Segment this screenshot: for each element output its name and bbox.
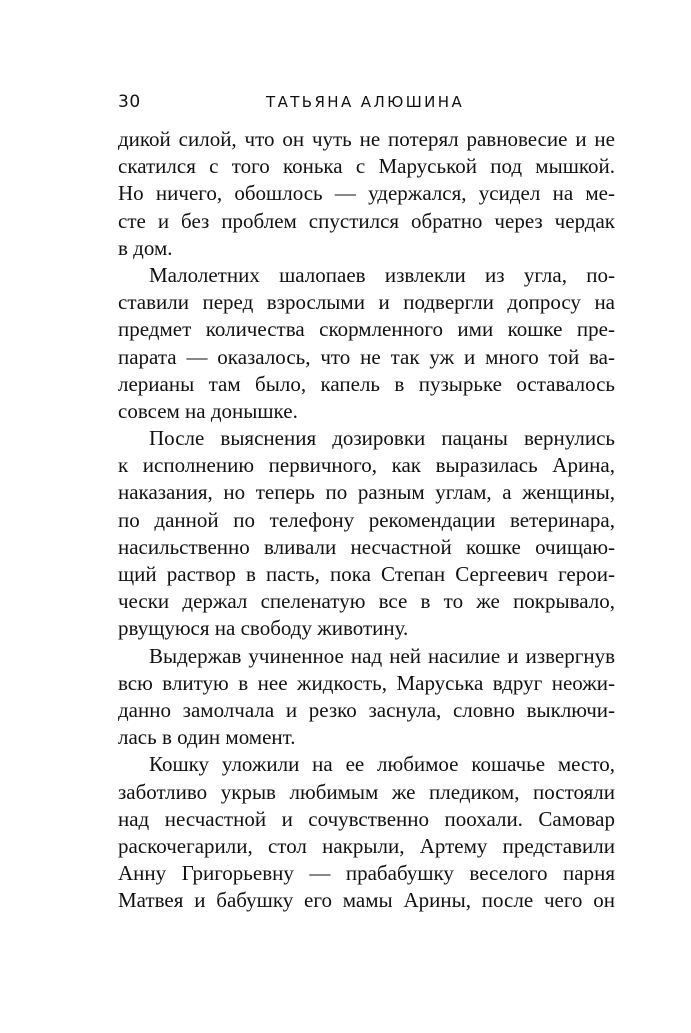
text-line: совсем на донышке. — [118, 398, 298, 423]
text-line: заботливо укрыв любимым же пледиком, постояли — [118, 779, 615, 804]
page-number: 30 — [118, 92, 141, 112]
text-line: насильственно вливали несчастной кошке очищаю- — [118, 534, 615, 559]
page-header — [118, 84, 615, 118]
text-line: После выяснения дозировки пацаны вернулись — [149, 426, 615, 451]
text-line: щий раствор в пасть, пока Степан Сергеевич герои- — [118, 562, 615, 586]
text-line: Выдержав учиненное над ней насилие и извергнув — [149, 643, 615, 668]
text-line: над несчастной и сочувственно поохали. Самовар — [118, 806, 615, 831]
text-line: к исполнению первичного, как выразилась Арина, — [118, 453, 615, 478]
book-page — [118, 84, 615, 914]
text-line: раскочегарили, стол накрыли, Артему представили — [118, 833, 615, 858]
text-line: Кошку уложили на ее любимое кошачье место, — [149, 752, 615, 777]
text-line: рвущуюся на свободу животину. — [118, 616, 409, 641]
text-line: Но ничего, обошлось — удержался, усидел на ме- — [118, 181, 615, 206]
text-line: лерианы там было, капель в пузырьке оставалось — [118, 371, 615, 396]
text-line: наказания, но теперь по разным углам, а женщины, — [118, 480, 615, 505]
text-line: в дом. — [118, 235, 173, 260]
text-line: скатился с того конька с Маруськой под мышкой. — [118, 154, 615, 179]
text-line: всю влитую в нее жидкость, Маруська вдруг неожи- — [118, 670, 615, 695]
running-head-author: ТАТЬЯНА АЛЮШИНА — [266, 93, 465, 111]
text-line: чески держал спеленатую все в то же покрывало, — [118, 589, 615, 614]
text-line: по данной по телефону рекомендации ветеринара, — [118, 507, 615, 532]
text-line: сте и без проблем спустился обратно через чердак — [118, 208, 615, 233]
body-text — [118, 126, 615, 914]
text-line: предмет количества скормленного ими кошке пре- — [118, 317, 615, 342]
text-line: Анну Григорьевну — прабабушку веселого парня — [118, 861, 615, 886]
text-line: ставили перед взрослыми и подвергли допросу на — [118, 290, 615, 315]
text-line: Малолетних шалопаев извлекли из угла, по- — [149, 262, 615, 287]
text-line: Матвея и бабушку его мамы Арины, после чего он — [118, 888, 615, 913]
text-line: лась в один момент. — [118, 725, 296, 750]
text-line: парата — оказалось, что не так уж и много той ва- — [118, 344, 615, 369]
text-line: данно замолчала и резко заснула, словно выключи- — [118, 697, 615, 722]
text-line: дикой силой, что он чуть не потерял равновесие и не — [118, 127, 615, 151]
